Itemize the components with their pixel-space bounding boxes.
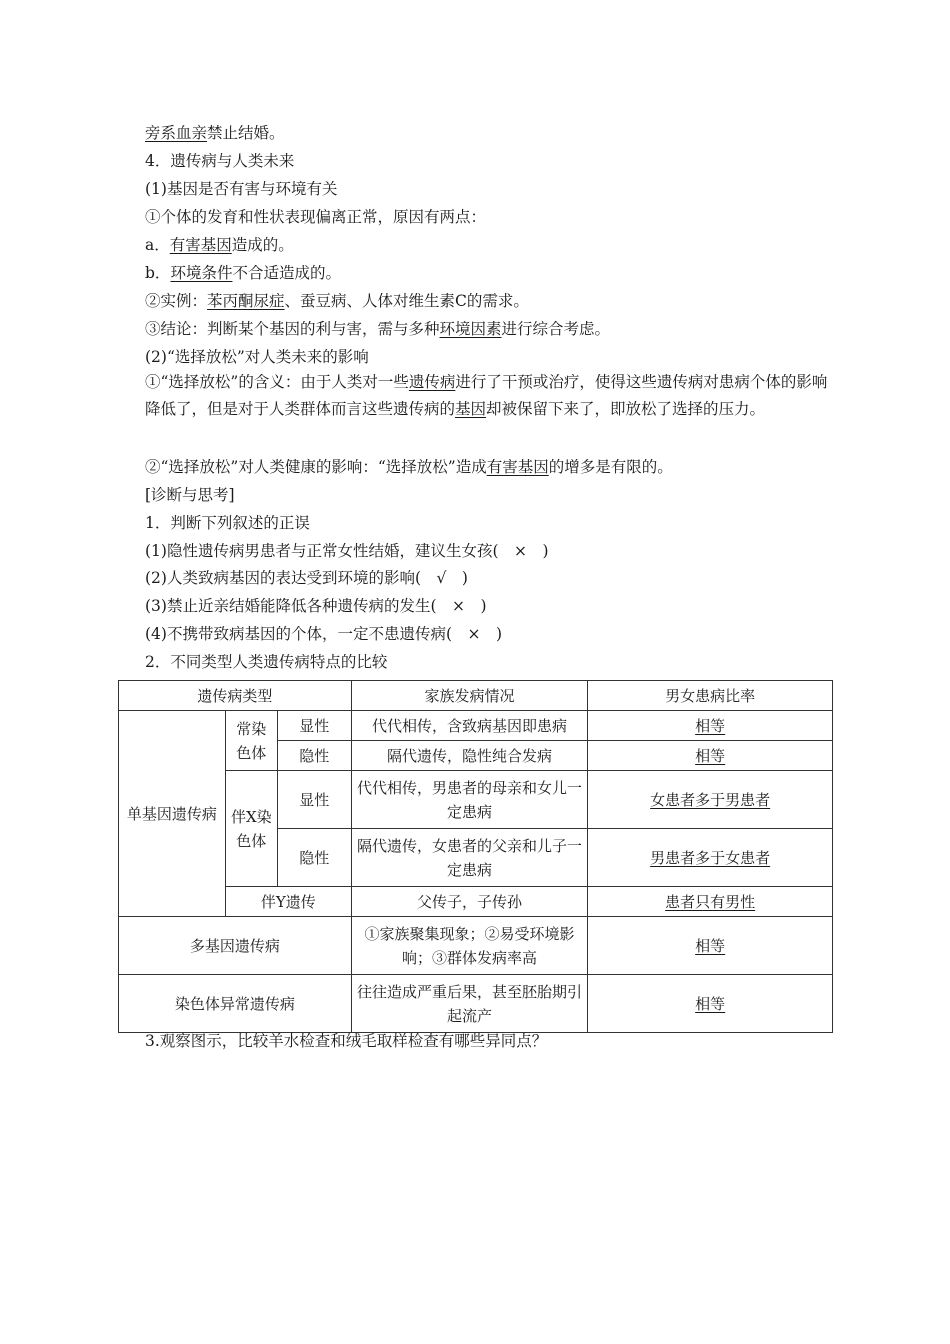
ratio-cell: 男患者多于女患者 [588, 829, 833, 887]
family-cell: 隔代遗传，隐性纯合发病 [351, 741, 588, 771]
underlined-answer: 基因 [455, 400, 487, 418]
subheading: (1)基因是否有害与环境有关 [145, 180, 338, 198]
family-cell: 代代相传，含致病基因即患病 [351, 711, 588, 741]
text-line: ①个体的发育和性状表现偏离正常，原因有两点： [145, 208, 487, 226]
table-row [119, 771, 833, 829]
underlined-answer: 旁系血亲 [145, 124, 208, 142]
section-heading: 4．遗传病与人类未来 [145, 152, 295, 170]
judgement-item: (4)不携带致病基因的个体，一定不患遗传病( × ) [145, 625, 503, 643]
text-line: a．有害基因造成的。 [145, 236, 294, 254]
table-row [119, 917, 833, 975]
ratio-cell: 相等 [588, 711, 833, 741]
text-line: ③结论：判断某个基因的利与害，需与多种环境因素进行综合考虑。 [145, 320, 611, 338]
family-cell: 父传子，子传孙 [351, 887, 588, 917]
text-line: ②“选择放松”对人类健康的影响：“选择放松”造成有害基因的增多是有限的。 [145, 458, 673, 476]
header-cell: 家族发病情况 [351, 681, 588, 711]
underlined-answer: 环境条件 [170, 264, 233, 282]
ratio-cell: 相等 [588, 741, 833, 771]
judgement-item: (2)人类致病基因的表达受到环境的影响( √ ) [145, 569, 468, 587]
subheading: (2)“选择放松”对人类未来的影响 [145, 348, 369, 366]
type-cell: 显性 [277, 771, 351, 829]
ratio-cell: 相等 [588, 917, 833, 975]
table-header-row [119, 681, 833, 711]
underlined-answer: 苯丙酮尿症 [207, 292, 285, 310]
underlined-answer: 有害基因 [169, 236, 232, 254]
table-row [119, 887, 833, 917]
type-cell: 隐性 [277, 829, 351, 887]
subcategory-cell: 伴Y遗传 [225, 887, 351, 917]
type-cell: 隐性 [277, 741, 351, 771]
header-cell: 遗传病类型 [119, 681, 352, 711]
comparison-table [118, 680, 833, 1033]
ratio-cell: 患者只有男性 [588, 887, 833, 917]
text-line: b．环境条件不合适造成的。 [145, 264, 341, 282]
paragraph: ①“选择放松”的含义：由于人类对一些遗传病进行了干预或治疗，使得这些遗传病对患病个体的影响降低了，但是对于人类群体而言这些遗传病的基因却被保留下来了，即放松了选择的压力。 [145, 373, 828, 418]
question: 1．判断下列叙述的正误 [145, 514, 310, 532]
family-cell: 往往造成严重后果，甚至胚胎期引起流产 [351, 975, 588, 1033]
family-cell: 代代相传，男患者的母亲和女儿一定患病 [351, 771, 588, 829]
header-cell: 男女患病比率 [588, 681, 833, 711]
table-row [119, 975, 833, 1033]
table-row [119, 711, 833, 741]
intro-line: 旁系血亲禁止结婚。 [145, 124, 285, 142]
subcategory-cell: 常染色体 [225, 711, 277, 771]
judgement-item: (3)禁止近亲结婚能降低各种遗传病的发生( × ) [145, 597, 487, 615]
category-cell: 单基因遗传病 [119, 711, 226, 917]
ratio-cell: 女患者多于男患者 [588, 771, 833, 829]
underlined-answer: 遗传病 [408, 373, 456, 391]
family-cell: 隔代遗传，女患者的父亲和儿子一定患病 [351, 829, 588, 887]
question: 2．不同类型人类遗传病特点的比较 [145, 653, 388, 671]
underlined-answer: 有害基因 [486, 458, 549, 476]
subcategory-cell: 伴X染色体 [225, 771, 277, 887]
text-line: ②实例：苯丙酮尿症、蚕豆病、人体对维生素C的需求。 [145, 292, 529, 310]
ratio-cell: 相等 [588, 975, 833, 1033]
underlined-answer: 环境因素 [439, 320, 502, 338]
question: 3.观察图示，比较羊水检查和绒毛取样检查有哪些异同点？ [145, 1032, 548, 1050]
category-cell: 多基因遗传病 [119, 917, 352, 975]
category-cell: 染色体异常遗传病 [119, 975, 352, 1033]
judgement-item: (1)隐性遗传病男患者与正常女性结婚，建议生女孩( × ) [145, 542, 549, 560]
family-cell: ①家族聚集现象；②易受环境影响；③群体发病率高 [351, 917, 588, 975]
type-cell: 显性 [277, 711, 351, 741]
section-heading: [诊断与思考] [145, 486, 235, 504]
